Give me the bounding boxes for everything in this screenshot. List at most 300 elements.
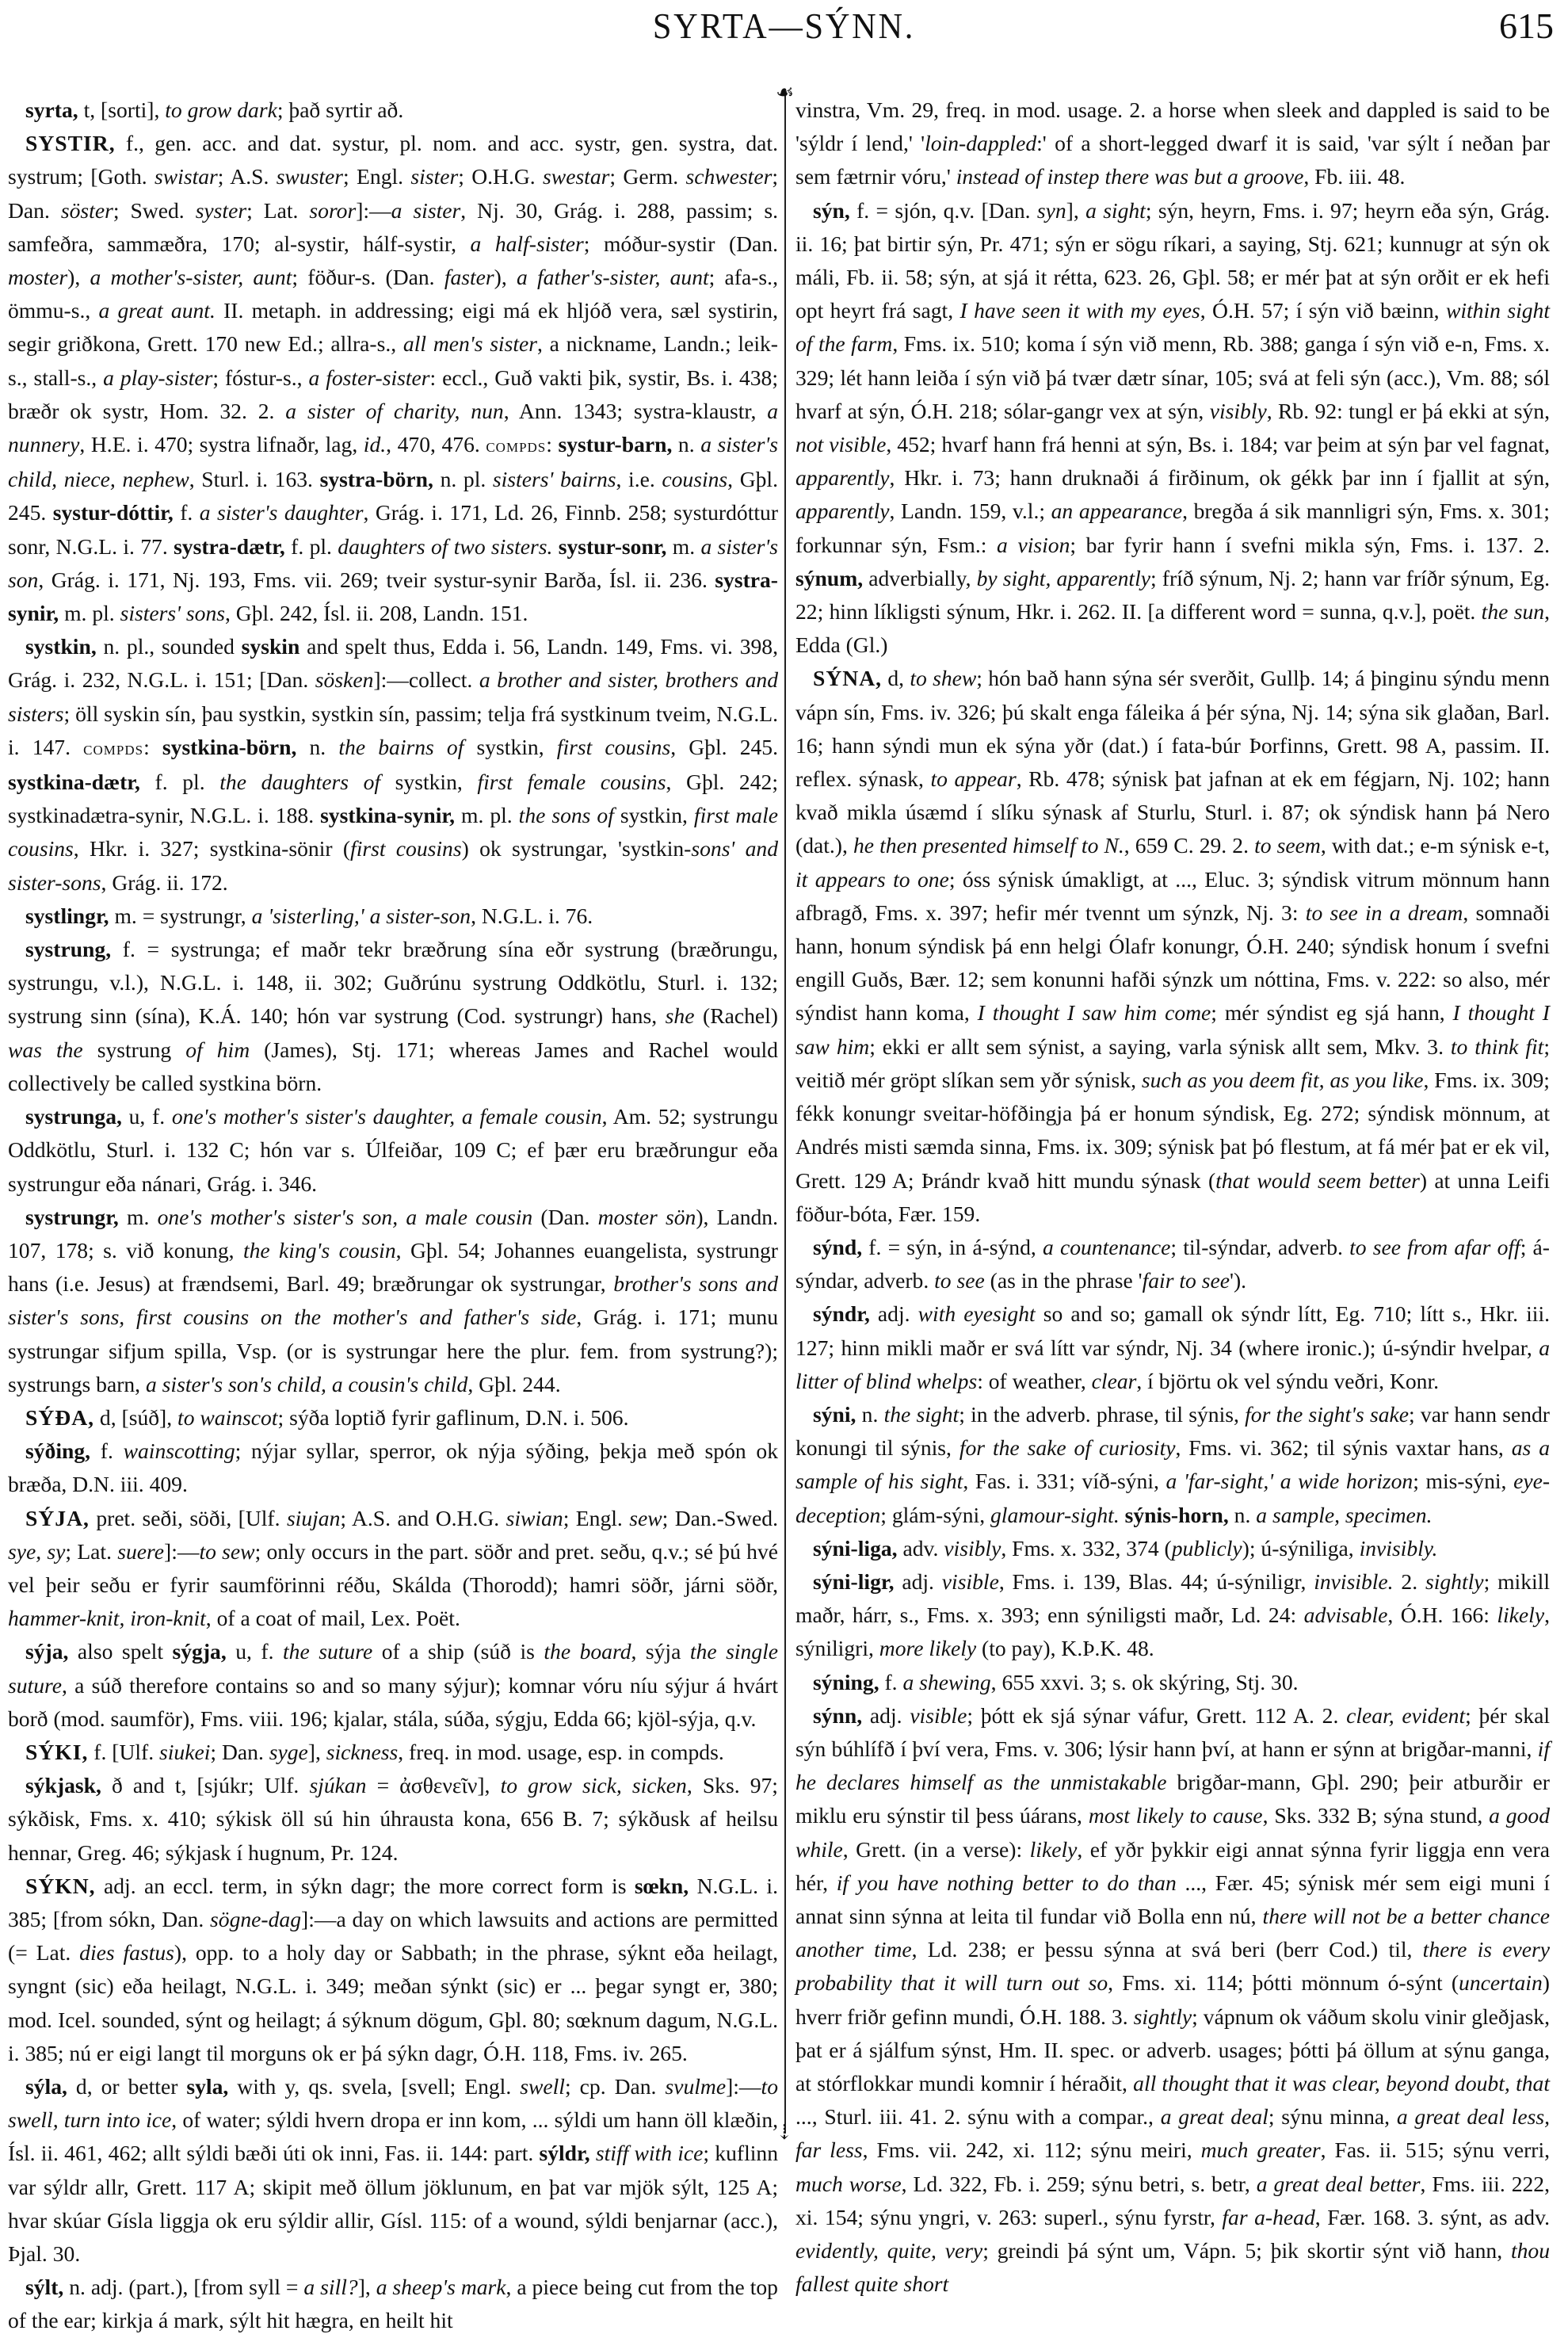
gloss: suere	[117, 1538, 164, 1564]
headword: sýkjask,	[25, 1773, 101, 1798]
entry-text: f. [Ulf.	[88, 1739, 160, 1764]
gloss: a foster-sister	[308, 365, 430, 390]
gloss: faster	[444, 265, 494, 290]
gloss: syge	[269, 1739, 308, 1764]
gloss: a sister's child, niece, nephew	[8, 432, 778, 492]
dictionary-entry	[8, 900, 778, 933]
headword: sýðing,	[25, 1438, 91, 1464]
entry-text: , ef yðr þykkir eigi annat sýnna fyrir liggja enn vera hér,	[795, 1836, 1550, 1895]
gloss: hammer-knit, iron-knit	[8, 1606, 206, 1631]
entry-text: , of a coat of mail, Lex. Poët.	[205, 1606, 460, 1631]
entry-text: m. pl.	[59, 601, 120, 626]
gloss: to swell, turn into ice	[8, 2073, 778, 2133]
gloss: a shewing	[902, 1669, 991, 1694]
entry-text: , Fms. ix. 309; fékk konungr sveitar-höfðingja þá er honum sýndisk, Eg. 272; sýndisk mönnum, at Andrés misti sæmda sinna, Fms. ix. 309; sýnisk þat þó flestum, at fá mér þat er ek vil, Grett. 129 A; Þrándr kvað hitt mundu sýnask (	[795, 1067, 1550, 1193]
gloss: the sight	[883, 1401, 959, 1427]
entry-text: , Hkr. i. 73; hann druknaði á firðinum, ok gékk þar inn í fjallit at sýn,	[889, 465, 1550, 491]
gloss: of him	[185, 1037, 250, 1062]
gloss: a mother's-sister, aunt	[90, 265, 292, 290]
dictionary-entry	[795, 1398, 1550, 1532]
gloss: a great deal better	[1256, 2171, 1421, 2196]
entry-text: , Grett. (in a verse):	[842, 1836, 1030, 1862]
entry-text: m.	[118, 1204, 158, 1229]
gloss: a 'far-sight,' a wide horizon	[1166, 1469, 1413, 1494]
entry-text: ), opp. to a holy day or Sabbath; in the phrase, sýknt eða heilagt, syngnt (sic) eða heilagt, N.G.L. i. 349; meðan sýnkt (sic) er ... þegar syngt er, 380; mod. Icel. sounded, sýnt og heilagt; á sýknum dögum, Gþl. 80; sœknum dagum, N.G.L. i. 385; nú er eigi langt til morguns ok er þá sýkn dagr, Ó.H. 118, Fms. iv. 265.	[8, 1940, 778, 2065]
entry-text: , somnaði hann, honum sýndisk þá enn helgi Ólafr konungr, Ó.H. 240; sýndisk honum í svefni engill Guðs, Bær. 12; sem konunni hafði sýnzk um nóttina, Fms. v. 222: so also, mér sýndist hann koma,	[795, 900, 1550, 1026]
gloss: to see from afar off	[1349, 1234, 1520, 1259]
dictionary-entry	[795, 1666, 1550, 1699]
entry-text: ').	[1229, 1268, 1247, 1293]
gloss: brother's sons and sister's sons, first cousins on the mother's and father's side	[8, 1271, 778, 1330]
headword: systkina-börn,	[162, 734, 297, 759]
entry-text: ]:—a day on which lawsuits and actions are permitted (= Lat.	[8, 1906, 778, 1966]
gloss: a sister's son	[8, 533, 778, 592]
entry-text: , Rb. 478; sýnisk þat jafnan at ek em fégjarn, Nj. 102; hann kvað mikla úsæmd í slíku sýnask af Sturlu, Sturl. i. 87; ok sýndisk hann þá Nero (dat.),	[795, 766, 1550, 858]
entry-text: , Grág. i. 171, Nj. 193, Fms. vii. 269; tveir systur-synir Barða, Ísl. ii. 236.	[38, 567, 715, 592]
gloss: sisters' sons	[120, 601, 225, 626]
entry-text: , Fms. x. 332, 374 (	[1001, 1535, 1172, 1561]
entry-text: (Dan.	[532, 1204, 598, 1229]
gloss: I have seen it with my eyes	[959, 298, 1200, 323]
entry-text: , Gþl. 244.	[467, 1371, 561, 1396]
gloss: advisable	[1303, 1603, 1388, 1628]
gloss: siwian	[505, 1505, 563, 1530]
headword: syla,	[186, 2073, 229, 2099]
gloss: to see in a dream	[1305, 900, 1463, 925]
gloss: an appearance	[1051, 499, 1183, 524]
gloss: first cousins	[350, 836, 462, 861]
gloss: the board	[544, 1639, 631, 1664]
gloss: to shew	[910, 666, 977, 691]
entry-text: ; mis-sýni,	[1413, 1469, 1514, 1494]
entry-text: ; O.H.G.	[458, 164, 544, 189]
entry-text: d, or better	[67, 2073, 187, 2099]
entry-text: ; only occurs in the part. söðr and pret. seðu, q.v.; sé þú hvé vel þeir seðu er fyrir saumförinni réðu, Skálda (Thorodd); hamri söðr, járni söðr,	[8, 1538, 778, 1597]
gloss: wainscotting	[123, 1438, 235, 1464]
gloss: sye, sy	[8, 1538, 66, 1564]
entry-text: systrung	[82, 1037, 186, 1062]
entry-text: :' of a short-legged dwarf it is said, 'var sýlt í neðan þar sem fætrnir vóru,'	[795, 131, 1551, 189]
entry-text: systkin,	[464, 734, 557, 759]
entry-text: , Gþl. 54; Johannes euangelista, systrungr hans (i.e. Jesus) at frændsemi, Barl. 49; bræðrungar ok systrungar,	[8, 1237, 778, 1297]
entry-text: f.	[879, 1669, 903, 1694]
entry-text: ; kuflinn var sýldr allr, Grett. 117 A; skipit með öllum jöklunum, en þat var mjök sýlt, 125 A; hvar skúar Gísla liggja ok eru sýldir allir, Gísl. 115: of a wound, sýldi benjarnar (acc.), Þjal. 30.	[8, 2141, 778, 2266]
headword: systkin,	[25, 634, 97, 659]
gloss: siukei	[159, 1739, 211, 1764]
gloss: soror	[309, 197, 357, 223]
entry-text: ; mér sýndist eg sjá hann,	[1211, 1000, 1453, 1026]
gloss: a sill?	[303, 2275, 358, 2300]
gloss: apparently	[795, 499, 890, 524]
gloss: a countenance	[1042, 1234, 1171, 1259]
gloss: stiff with ice	[595, 2141, 704, 2166]
gloss: a father's-sister, aunt	[516, 265, 709, 290]
entry-text: II. metaph. in addressing; eigi má ek hljóð vera, sæl systirin, segir griðkona, Grett. 170 new Ed.; allra-s.,	[8, 298, 778, 357]
entry-text: , Hkr. i. 327; systkina-sönir (	[73, 836, 351, 861]
entry-text: , of water; sýldi hvern dropa er inn kom, ... sýldi um hann öll klæðin, Ísl. ii. 461, 462; allt sýldi bæði úti ok inni, Fas. ii. 144: part.	[8, 2107, 779, 2166]
gloss: a 'sisterling,' a sister-son	[251, 903, 471, 928]
headword: SÝKN,	[25, 1873, 96, 1898]
gloss: a sister's daughter	[199, 500, 364, 525]
gloss: visibly	[1209, 398, 1267, 423]
entry-text: , sýniligri,	[795, 1603, 1550, 1661]
gloss: not visible	[795, 432, 887, 457]
gloss: cousins	[662, 467, 728, 492]
entry-text: ; A.S. and O.H.G.	[340, 1505, 506, 1530]
entry-text: adj. an eccl. term, in sýkn dagr; the more correct form is	[95, 1873, 635, 1898]
entry-text: n.	[296, 734, 339, 759]
entry-text: f. pl.	[139, 770, 220, 795]
entry-text: adverbially,	[863, 565, 977, 590]
entry-text: , Nj. 30, Grág. i. 288, passim; s. samfeðra, sammæðra, 170; al-systir, hálf-systir,	[8, 197, 778, 256]
entry-text: , Fb. iii. 48.	[1303, 164, 1406, 189]
gloss: moster sön	[597, 1204, 696, 1229]
entry-text: f. = sýn, in á-sýnd,	[862, 1234, 1043, 1259]
entry-text: , with dat.; e-m sýnisk e-t,	[1320, 833, 1550, 858]
entry-text: and spelt thus, Edda i. 56, Landn. 149, Fms. vi. 398, Grág. i. 232, N.G.L. i. 151; [Dan.	[8, 634, 778, 693]
headword: sýnn,	[813, 1702, 863, 1728]
gloss: apparently	[795, 465, 890, 491]
page-title: SYRTA—SÝNN.	[652, 6, 916, 46]
gloss: swell	[520, 2073, 565, 2099]
entry-text: ],	[357, 2275, 376, 2300]
entry-text: , í björtu ok vel sýndu veðri, Konr.	[1136, 1368, 1440, 1393]
gloss: a litter of blind whelps	[795, 1335, 1550, 1393]
entry-text: , 659 C. 29. 2.	[1124, 833, 1255, 858]
entry-text: , bregða á sik mannligri sýn, Fms. x. 301; forkunnar sýn, Fsm.:	[795, 499, 1550, 557]
entry-text: , Gþl. 245.	[670, 734, 778, 759]
dictionary-entry	[795, 662, 1550, 1230]
entry-text: n.	[1228, 1502, 1257, 1527]
dictionary-entry	[8, 1736, 778, 1769]
column-divider	[784, 94, 786, 2134]
entry-text: :	[546, 432, 559, 457]
gloss: a good while	[795, 1803, 1550, 1862]
gloss: loin-dappled	[925, 131, 1037, 156]
dictionary-entry	[795, 1565, 1550, 1666]
entry-text: , a súð therefore contains so and so many sýjur); komnar vóru níu sýjur á hvárt borð (mod. saumför), Fms. viii. 196; kjalar, stála, súða, sýgju, Edda 66; kjöl-sýja, q.v.	[8, 1672, 778, 1731]
dictionary-entry	[8, 94, 778, 127]
entry-text: ],	[307, 1739, 326, 1764]
gloss: to appear	[930, 766, 1017, 792]
entry-text: d,	[882, 666, 910, 691]
entry-text: ; sýnu minna,	[1268, 2104, 1397, 2130]
gloss: invisibly.	[1359, 1535, 1438, 1561]
headword: systrung,	[25, 937, 112, 962]
entry-text: pret. seði, söði, [Ulf.	[89, 1505, 287, 1530]
headword: sýgja,	[172, 1639, 227, 1664]
gloss: much worse	[795, 2171, 902, 2196]
headword: SÝKI,	[25, 1739, 89, 1764]
headword: sýndr,	[813, 1301, 870, 1327]
gloss: the daughters of	[219, 770, 381, 795]
entry-text: ; á-sýndar, adverb.	[795, 1234, 1550, 1293]
gloss: sögne-dag	[210, 1906, 302, 1931]
entry-text: ; var hann sendr konungi til sýnis,	[795, 1401, 1550, 1461]
gloss: one's mother's sister's daughter, a female cousin	[171, 1104, 602, 1129]
entry-text: , Fms. vi. 362; til sýnis vaxtar hans,	[1175, 1435, 1512, 1461]
entry-text: , Ó.H. 166:	[1387, 1603, 1497, 1628]
entry-text: , Gþl. 242, Ísl. ii. 208, Landn. 151.	[225, 601, 528, 626]
entry-text: ; bar fyrir hann í svefni mikla sýn, Fms. i. 137. 2.	[1070, 532, 1551, 557]
entry-text: , Ann. 1343; systra-klaustr,	[503, 398, 768, 423]
entry-text: , Fms. i. 139, Blas. 44; ú-sýniligr,	[998, 1568, 1314, 1594]
gloss: thou fallest quite short	[795, 2238, 1550, 2297]
gloss: swistar	[155, 164, 218, 189]
entry-text: , Grág. i. 171; munu systrungar sifjum spilla, Vsp. (or is systrungar here the plur. fem. from systrung?); systrungs barn,	[8, 1305, 778, 1396]
entry-text: m. pl.	[455, 803, 519, 828]
gloss: as a sample of his sight	[795, 1435, 1550, 1494]
column-ornament-top-icon: ☙	[776, 81, 795, 104]
headword: systur-barn,	[558, 432, 673, 457]
gloss: söster	[60, 197, 113, 223]
dictionary-entry	[8, 1769, 778, 1870]
dictionary-entry	[8, 1870, 778, 2070]
headword: sýja,	[25, 1639, 69, 1664]
entry-text: ; fóstur-s.,	[212, 365, 309, 390]
entry-text: , Am. 52; systrungu Oddkötlu, Sturl. i. 132 C; hón var s. Úlfeiðar, 109 C; ef þær eru bræðrungur eða systrungur eða nánari, Grág. i. 346.	[8, 1104, 778, 1196]
entry-text: ð and t, [sjúkr; Ulf.	[101, 1773, 310, 1798]
gloss: likely	[1029, 1836, 1078, 1862]
entry-text: systkin,	[613, 803, 694, 828]
gloss: one's mother's sister's son, a male cousin	[157, 1204, 533, 1229]
gloss: the sun	[1481, 599, 1545, 625]
gloss: daughters of two sisters.	[338, 533, 553, 559]
headword: sýni-ligr,	[813, 1568, 895, 1594]
entry-text: ; öll syskin sín, þau systkin, systkin sín, passim; telja frá systkinum tveim, N.G.L. i. 147.	[8, 701, 778, 759]
headword: sýla,	[25, 2073, 67, 2099]
entry-text: ; Engl.	[343, 164, 411, 189]
gloss: svulme	[665, 2073, 727, 2099]
headword: systra-synir,	[8, 567, 778, 626]
entry-text: , freq. in mod. usage, esp. in compds.	[398, 1739, 724, 1764]
entry-text: ; veitið mér gröpt slíkan sem yðr sýnisk,	[795, 1033, 1550, 1092]
gloss: to seem	[1254, 833, 1321, 858]
gloss: to wainscot	[177, 1404, 278, 1430]
entry-text: ),	[67, 265, 90, 290]
entry-text: ; þótt ek sjá sýnar váfur, Grett. 112 A. 2.	[967, 1702, 1347, 1728]
entry-text: ; Germ.	[609, 164, 686, 189]
headword: systlingr,	[25, 903, 109, 928]
entry-text: ; til-sýndar, adverb.	[1170, 1234, 1350, 1259]
entry-text: ..., Fær. 45; sýnisk mér sem eigi muni í annat sinn sýnna at leita til fundar við Bolla enn nú,	[795, 1870, 1550, 1928]
entry-text: , Fms. vii. 242, xi. 112; sýnu meiri,	[862, 2137, 1201, 2163]
headword: syrta,	[25, 97, 78, 122]
entry-text: , Ld. 238; er þessu sýnna at svá beri (berr Cod.) til,	[911, 1937, 1423, 1962]
dictionary-entry	[795, 1231, 1550, 1297]
gloss: was the	[8, 1037, 83, 1062]
entry-text: also spelt	[68, 1639, 173, 1664]
gloss: instead of instep there was but a groove	[956, 164, 1304, 189]
gloss: he then presented himself to N.	[853, 833, 1124, 858]
entry-text: , Fms. xi. 114; þótti mönnum ó-sýnt (	[1108, 1970, 1459, 1996]
gloss: evidently, quite, very	[795, 2238, 983, 2263]
gloss: sisters' bairns	[492, 467, 616, 492]
gloss: sister	[410, 164, 459, 189]
gloss: a great aunt.	[98, 298, 216, 323]
entry-text: ; nýjar syllar, sperror, ok nýja sýðing, þekja með spón ok bræða, D.N. iii. 409.	[8, 1438, 778, 1497]
headword: SÝJA,	[25, 1505, 90, 1530]
gloss: dies fastus	[79, 1940, 174, 1966]
entry-text: ; vápnum ok váðum skolu vinir gleðjask, þat er á sjálfum sýnst, Hm. II. spec. or adverb. usages; þótti þá öllum at sýnu ganga, at stórflokkar mundi komnir í héraðit,	[795, 2004, 1550, 2095]
entry-text: ; Lat.	[65, 1538, 118, 1564]
headword: systra-börn,	[319, 467, 433, 492]
gloss: a great deal less, far less	[795, 2104, 1550, 2163]
gloss: there will not be a better chance another time	[795, 1903, 1550, 1962]
gloss: swuster	[276, 164, 344, 189]
gloss: first cousins	[556, 734, 671, 759]
entry-text: (Rachel)	[694, 1003, 778, 1029]
headword: sýnis-horn,	[1124, 1502, 1229, 1527]
gloss: to grow dark	[165, 97, 277, 122]
entry-text: ; fríð sýnum, Nj. 2; hann var fríðr sýnum, Eg. 22; hinn líkligsti sýnum, Hkr. i. 262. II. [a different word = sunna, q.v.], poët.	[795, 565, 1551, 625]
entry-text: ; cp. Dan.	[564, 2073, 666, 2099]
entry-text: f. = systrunga; ef maðr tekr bræðrung sína eðr systrung (bræðrungu, systrungu, v.l.), N.G.L. i. 148, ii. 302; Guðrúnu systrung Oddkötlu, Sturl. i. 132; systrung sinn (sína), K.Á. 140; hón var systrung (Cod. systrungr) hans,	[8, 937, 778, 1029]
entry-text: , Fær. 168. 3. sýnt, as adv.	[1314, 2204, 1550, 2229]
gloss: the king's cousin	[242, 1237, 396, 1263]
gloss: all men's sister	[402, 331, 537, 357]
gloss: with eyesight	[918, 1301, 1036, 1327]
dictionary-entry	[8, 1502, 778, 1636]
entry-text: (James), Stj. 171; whereas James and Rachel would collectively be called systkina börn.	[8, 1037, 778, 1095]
entry-text: ; óss sýnisk úmakligt, at ..., Eluc. 3; sýndisk vitrum mönnum hann afbragð, Fms. x. 397; hefir mér tvennt um sýnzk, Nj. 3:	[795, 866, 1550, 925]
gloss: it appears to one	[795, 866, 949, 892]
entry-text: , Grág. i. 171, Ld. 26, Finnb. 258; systurdóttur sonr, N.G.L. i. 77.	[8, 500, 779, 559]
entry-text	[1120, 1503, 1125, 1527]
headword: sýnd,	[813, 1234, 863, 1259]
entry-text: ..., Sturl. iii. 41. 2. sýnu with a compar.,	[795, 2104, 1161, 2130]
entry-text: : eccl., Guð vakti þik, systir, Bs. i. 438; bræðr ok systr, Hom. 32. 2.	[8, 365, 779, 423]
entry-text: ; glám-sýni,	[880, 1502, 990, 1527]
headword: systkina-synir,	[320, 803, 456, 828]
gloss: a great deal	[1160, 2104, 1269, 2130]
gloss: all thought that it was clear, beyond doubt, that	[1133, 2070, 1550, 2095]
gloss: more likely	[879, 1636, 977, 1661]
entry-text: ; móður-systir (Dan.	[583, 231, 778, 256]
entry-text: ; Dan.	[210, 1739, 269, 1764]
gloss: sew	[629, 1505, 662, 1530]
gloss: first male cousins	[8, 803, 778, 861]
entry-text: ; A.S.	[217, 164, 277, 189]
entry-text: :	[143, 734, 162, 759]
dictionary-entry	[8, 933, 778, 1100]
entry-text: adv.	[897, 1535, 944, 1561]
entry-text: , N.G.L. i. 76.	[471, 903, 593, 928]
entry-text: N.G.L. i. 385; [from sókn, Dan.	[8, 1873, 778, 1931]
entry-text: ; föður-s. (Dan.	[292, 265, 444, 290]
gloss: publicly	[1171, 1535, 1242, 1561]
entry-text: , Grág. ii. 172.	[101, 869, 228, 895]
headword: systrunga,	[25, 1104, 122, 1129]
entry-text: ) hverr friðr gefinn mundi, Ó.H. 188. 3.	[795, 1970, 1550, 2029]
dictionary-entry	[795, 1699, 1550, 2302]
entry-text: , 655 xxvi. 3; s. ok skýring, Stj. 30.	[990, 1669, 1299, 1694]
entry-text: 2.	[1393, 1568, 1425, 1594]
gloss: for the sake of curiosity	[959, 1435, 1176, 1461]
gloss: most likely to cause	[1088, 1803, 1263, 1828]
entry-text: systkin,	[380, 770, 478, 795]
entry-text: , H.E. i. 470; systra lifnaðr, lag,	[79, 432, 364, 457]
headword: systur-dóttir,	[52, 500, 174, 525]
gloss: a sister of charity, nun	[285, 398, 504, 423]
headword: syskin	[241, 634, 300, 659]
entry-text: : of weather,	[977, 1368, 1092, 1393]
dictionary-entry	[8, 1100, 778, 1201]
dictionary-entry	[8, 1201, 778, 1401]
gloss: to sew	[199, 1538, 255, 1564]
entry-text: ) ok systrungar, 'systkin-	[461, 836, 692, 861]
gloss: by sight, apparently	[976, 565, 1150, 590]
entry-text: ; sýða loptið fyrir gaflinum, D.N. i. 506.	[277, 1404, 629, 1430]
dictionary-entry	[795, 1532, 1550, 1565]
gloss: to see	[934, 1268, 985, 1293]
gloss: I thought I saw him	[795, 1000, 1550, 1059]
running-head	[0, 5, 1568, 60]
entry-text: , 470, 476.	[386, 432, 486, 457]
gloss: visible	[941, 1568, 999, 1594]
gloss: moster	[8, 265, 68, 290]
entry-text: ; Dan.	[8, 164, 778, 223]
entry-text: ; ekki er allt sem sýnist, a saying, varla sýnisk allt sem, Mkv. 3.	[869, 1033, 1451, 1059]
right-column	[795, 94, 1551, 2297]
entry-text: ]:—collect.	[373, 667, 479, 693]
gloss: such as you deem fit, as you like	[1141, 1067, 1424, 1092]
dictionary-entry	[8, 1435, 778, 1501]
entry-text: (to pay), K.Þ.K. 48.	[976, 1636, 1154, 1661]
entry-text: , Landn. 159, v.l.;	[889, 499, 1051, 524]
entry-text: ; in the adverb. phrase, til sýnis,	[959, 1401, 1246, 1427]
page-number: 615	[1499, 6, 1554, 46]
gloss: a sight	[1085, 197, 1146, 223]
gloss: schwester	[685, 164, 773, 189]
entry-text: ]:—	[164, 1538, 200, 1564]
gloss: sons' and sister-sons	[8, 836, 779, 895]
headword: SYSTIR,	[25, 131, 116, 156]
entry-text: ),	[494, 265, 517, 290]
dictionary-entry	[8, 630, 778, 900]
gloss: a brother and sister, brothers and sisters	[8, 667, 778, 726]
gloss: eye-deception	[795, 1469, 1551, 1527]
entry-text	[590, 2141, 596, 2165]
entry-text: f. = sjón, q.v. [Dan.	[849, 197, 1037, 223]
gloss: that would seem better	[1215, 1167, 1420, 1193]
entry-text: u, f.	[121, 1104, 172, 1129]
entry-text: , Fas. ii. 515; sýnu verri,	[1320, 2137, 1551, 2163]
gloss: swestar	[543, 164, 610, 189]
left-column	[8, 94, 779, 2333]
entry-text: ; það syrtir að.	[277, 97, 404, 122]
gloss: I thought I saw him come	[977, 1000, 1211, 1026]
entry-text: , Ó.H. 57; í sýn við bæinn,	[1200, 298, 1446, 323]
gloss: fair to see	[1142, 1268, 1230, 1293]
dictionary-entry	[8, 127, 778, 630]
gloss: clear	[1091, 1368, 1137, 1393]
gloss: within sight of the farm	[795, 298, 1550, 357]
gloss: the sons of	[518, 803, 614, 828]
section-label: compds	[83, 737, 144, 759]
entry-text: , Sturl. i. 163.	[189, 467, 320, 492]
gloss: visible	[910, 1702, 967, 1728]
entry-text: ); ú-sýniliga,	[1242, 1535, 1360, 1561]
entry-text: ; Swed.	[113, 197, 196, 223]
gloss: a sample, specimen.	[1256, 1502, 1433, 1527]
gloss: a sister	[391, 197, 461, 223]
entry-text: , Rb. 92: tungl er þá ekki at sýn,	[1266, 398, 1550, 423]
entry-text: ), Landn. 107, 178; s. við konung,	[8, 1204, 778, 1263]
gloss: sightly	[1425, 1568, 1484, 1594]
headword: sœkn,	[634, 1873, 689, 1898]
entry-text: n.	[672, 432, 701, 457]
